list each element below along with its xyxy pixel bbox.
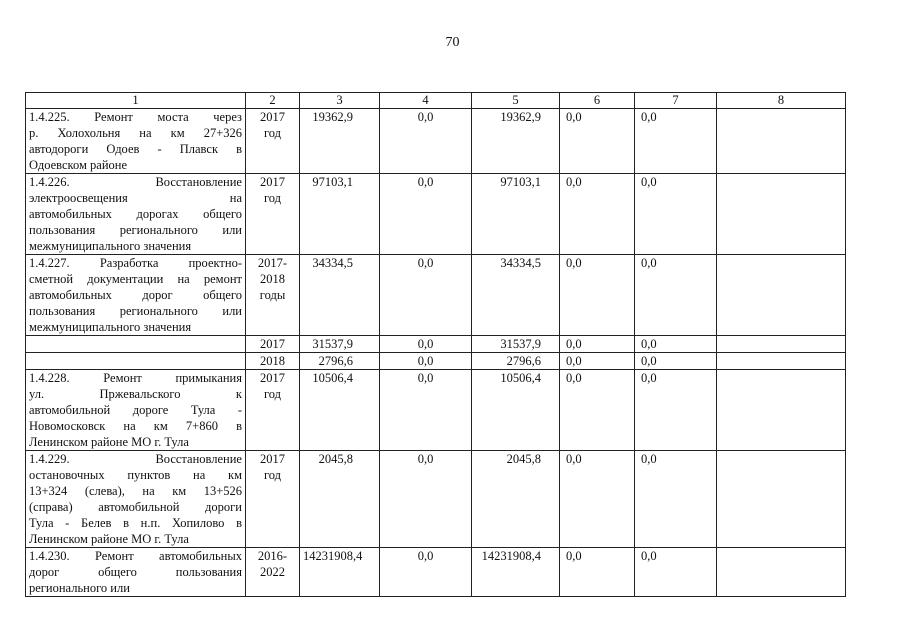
amount-col5: 31537,9 [472,336,560,353]
item-period [246,451,300,548]
period-line: год [263,191,282,205]
description-line: р. Холохольня на км 27+326 [29,126,242,140]
description-line: пользования регионального или [29,304,242,318]
description-line: регионального или [29,581,130,595]
description-line: ул. Пржевальского к [29,387,242,401]
description-line: Одоевском районе [29,158,128,172]
amount-col5: 2796,6 [472,353,560,370]
item-description [26,451,246,548]
amount-col5: 10506,4 [472,370,560,451]
description-line: Ленинском районе МО г. Тула [29,532,189,546]
amount-col7: 0,0 [635,336,717,353]
period-line: 2017- [257,256,288,270]
item-description [26,255,246,336]
amount-col5: 97103,1 [472,174,560,255]
item-period [246,548,300,597]
item-description [26,174,246,255]
header-cell: 5 [472,93,560,109]
description-line: 1.4.229. Восстановление [29,452,242,466]
amount-col7: 0,0 [635,255,717,336]
amount-col4: 0,0 [380,451,472,548]
description-line: автомобильных дорог общего [29,288,242,302]
amount-col4: 0,0 [380,336,472,353]
table-row [26,174,846,255]
amount-col4: 0,0 [380,109,472,174]
item-period [246,353,300,370]
period-line: 2017 [260,110,285,124]
period-line: 2022 [260,565,285,579]
budget-table [25,92,846,597]
amount-col6: 0,0 [560,174,635,255]
description-line: пользования регионального или [29,223,242,237]
item-period [246,109,300,174]
item-period [246,336,300,353]
header-cell: 4 [380,93,472,109]
item-description [26,370,246,451]
header-cell: 1 [26,93,246,109]
description-line: дорог общего пользования [29,565,242,579]
amount-col7: 0,0 [635,353,717,370]
period-line: год [263,126,282,140]
amount-col4: 0,0 [380,255,472,336]
description-line: (справа) автомобильной дороги [29,500,242,514]
description-line: электроосвещения на [29,191,242,205]
amount-total: 10506,4 [300,370,380,451]
item-description [26,353,246,370]
description-line: сметной документации на ремонт [29,272,242,286]
description-line: Ленинском районе МО г. Тула [29,435,189,449]
amount-total: 34334,5 [300,255,380,336]
header-cell: 3 [300,93,380,109]
amount-col4: 0,0 [380,353,472,370]
amount-col6: 0,0 [560,255,635,336]
note-col8 [717,370,846,451]
table-row [26,353,846,370]
description-line: автомобильной дороге Тула - [29,403,242,417]
description-line: 1.4.228. Ремонт примыкания [29,371,242,385]
header-cell: 2 [246,93,300,109]
amount-col4: 0,0 [380,174,472,255]
description-line: межмуниципального значения [29,239,192,253]
period-line: 2016- [257,549,288,563]
period-line: 2018 [260,272,285,286]
amount-col5: 19362,9 [472,109,560,174]
period-line: 2017 [260,175,285,189]
amount-total: 2796,6 [300,353,380,370]
description-line: 1.4.227. Разработка проектно- [29,256,242,270]
period-line: год [263,468,282,482]
table-row [26,255,846,336]
header-cell: 6 [560,93,635,109]
note-col8 [717,174,846,255]
amount-col7: 0,0 [635,370,717,451]
description-line: автомобильных дорогах общего [29,207,242,221]
item-period [246,174,300,255]
amount-col7: 0,0 [635,174,717,255]
description-line: Тула - Белев в н.п. Хопилово в [29,516,242,530]
amount-total: 97103,1 [300,174,380,255]
item-period [246,255,300,336]
note-col8 [717,336,846,353]
description-line: Новомосковск на км 7+860 в [29,419,242,433]
description-line: автодороги Одоев - Плавск в [29,142,242,156]
amount-total: 14231908,4 [300,548,380,597]
amount-col5: 34334,5 [472,255,560,336]
table-row [26,451,846,548]
amount-total: 19362,9 [300,109,380,174]
amount-col7: 0,0 [635,109,717,174]
period-line: 2018 [260,354,285,368]
amount-col6: 0,0 [560,451,635,548]
note-col8 [717,353,846,370]
period-line: годы [259,288,286,302]
period-line: 2017 [260,371,285,385]
amount-total: 31537,9 [300,336,380,353]
table-row [26,336,846,353]
description-line: 1.4.225. Ремонт моста через [29,110,242,124]
amount-total: 2045,8 [300,451,380,548]
note-col8 [717,255,846,336]
table-header-row [26,93,846,109]
item-description [26,336,246,353]
description-line: 1.4.230. Ремонт автомобильных [29,549,242,563]
item-period [246,370,300,451]
amount-col5: 14231908,4 [472,548,560,597]
item-description [26,109,246,174]
amount-col6: 0,0 [560,548,635,597]
note-col8 [717,109,846,174]
period-line: 2017 [260,337,285,351]
description-line: межмуниципального значения [29,320,192,334]
amount-col6: 0,0 [560,336,635,353]
note-col8 [717,548,846,597]
page-number: 70 [445,35,460,50]
amount-col4: 0,0 [380,370,472,451]
amount-col7: 0,0 [635,548,717,597]
description-line: 1.4.226. Восстановление [29,175,242,189]
amount-col7: 0,0 [635,451,717,548]
note-col8 [717,451,846,548]
table-row [26,548,846,597]
description-line: 13+324 (слева), на км 13+526 [29,484,242,498]
table-row [26,109,846,174]
amount-col4: 0,0 [380,548,472,597]
header-cell: 8 [717,93,846,109]
item-description [26,548,246,597]
amount-col6: 0,0 [560,109,635,174]
period-line: 2017 [260,452,285,466]
amount-col5: 2045,8 [472,451,560,548]
header-cell: 7 [635,93,717,109]
period-line: год [263,387,282,401]
amount-col6: 0,0 [560,353,635,370]
table-row [26,370,846,451]
amount-col6: 0,0 [560,370,635,451]
description-line: остановочных пунктов на км [29,468,242,482]
